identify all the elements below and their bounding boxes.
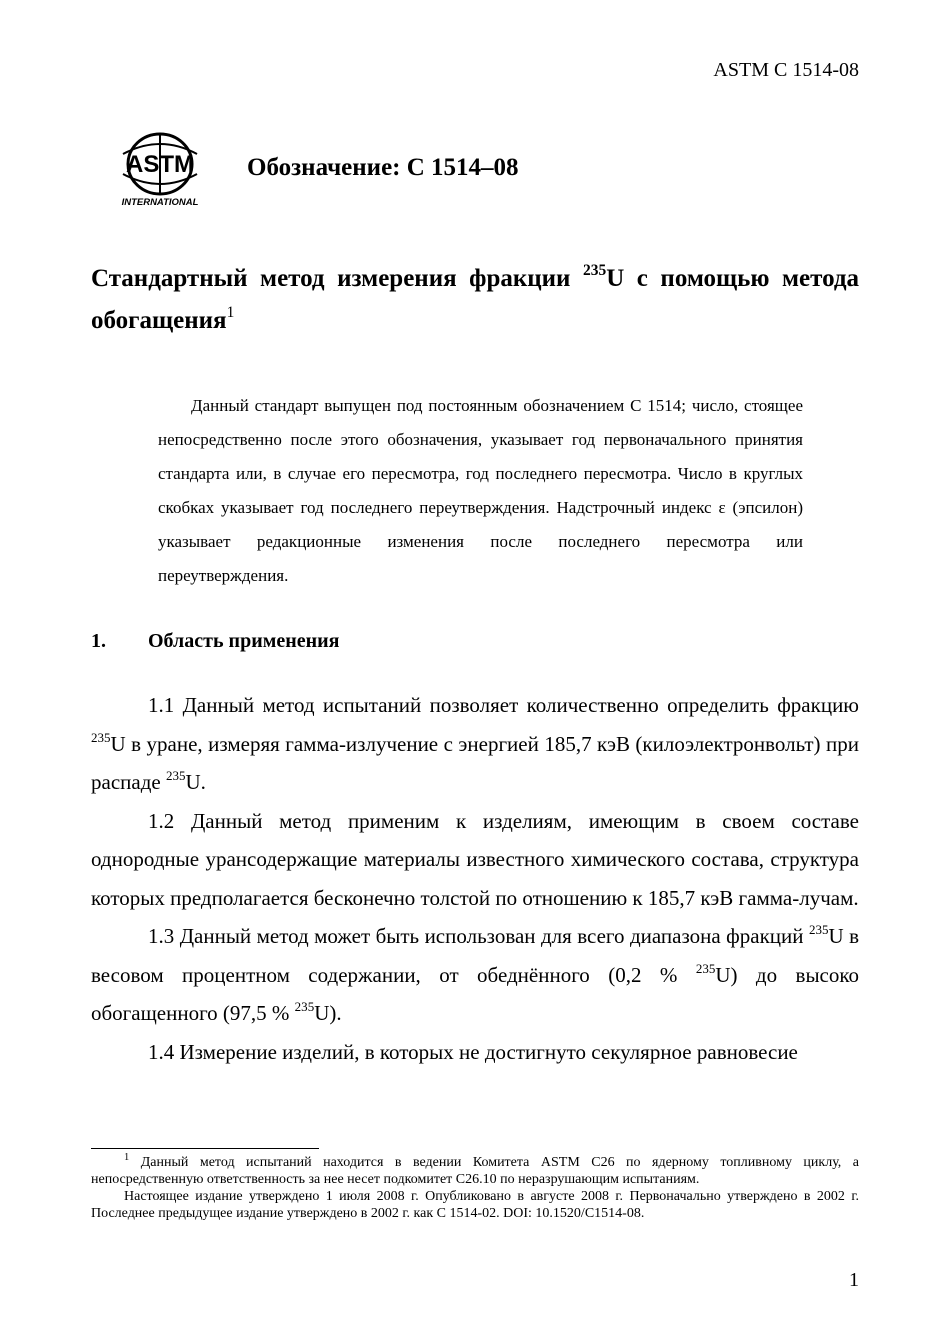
p1-3-text-a: 1.3 Данный метод может быть использован для всего диапазона фракций (148, 924, 809, 948)
isotope-sup: 235 (165, 767, 186, 783)
title-footnote-ref[interactable]: 1 (226, 304, 235, 322)
isotope-sup: 235 (808, 921, 829, 937)
document-title (91, 258, 859, 342)
title-part-1: Стандартный метод измерения фракции (91, 265, 583, 292)
isotope-sup: 235 (91, 729, 111, 745)
section-1-title: Область применения (148, 630, 340, 652)
paragraph-1-1 (91, 686, 859, 802)
paragraph-1-2: 1.2 Данный метод применим к изделиям, имеющим в своем составе однородные урансодержащие материалы известного химического состава, структура которых предполагается бесконечно толстой по отношению к 185,7 кэВ гамма-лучам. (91, 808, 859, 910)
section-1-number: 1. (91, 630, 106, 652)
footnotes (91, 1154, 859, 1222)
footnote-2: Настоящее издание утверждено 1 июля 2008 г. Опубликовано в августе 2008 г. Первоначально утверждено в 2002 г. Последнее предыдущее издание утверждено в 2002 г. как C 1514-02. DOI: 10.1520/C1514-08. (91, 1189, 859, 1221)
standard-notice: Данный стандарт выпущен под постоянным обозначением С 1514; число, стоящее непосредственно после этого обозначения, указывает год первоначального принятия стандарта или, в случае его пересмотра, год последнего пересмотра. Число в круглых скобках указывает год последнего переутверждения. Надстрочный индекс ε (эпсилон) указывает редакционные изменения после последнего пересмотра или переутверждения. (158, 396, 803, 585)
footnote-1 (91, 1154, 859, 1188)
paragraph-1-3 (91, 917, 859, 1033)
logo-label-text: INTERNATIONAL (121, 197, 199, 208)
astm-international-logo (117, 130, 203, 210)
p1-3-text-b: U в весовом процентном содержании, от обеднённого (0,2 % (91, 924, 859, 987)
paragraph-1-4: 1.4 Измерение изделий, в которых не достигнуто секулярное равновесие (148, 1039, 798, 1064)
footnote-1-mark: 1 (124, 1152, 130, 1164)
designation-heading: Обозначение: С 1514–08 (247, 154, 519, 181)
isotope-sup: 235 (294, 998, 315, 1014)
footnote-1-text: Данный метод испытаний находится в ведении Комитета ASTM C26 по ядерному топливному циклу, а непосредственную ответственность за нее несет подкомитет C26.10 по неразрушающим испытаниям. (91, 1155, 859, 1187)
p1-1-text-c: U. (185, 770, 206, 794)
header-standard-code: ASTM C 1514-08 (713, 59, 859, 81)
p1-3-text-d: U). (314, 1001, 342, 1025)
p1-1-text-b: U в уране, измеряя гамма-излучение с энергией 185,7 кэВ (килоэлектронвольт) при распаде (91, 731, 859, 794)
section-1-body (91, 686, 859, 1071)
p1-1-text-a: 1.1 Данный метод испытаний позволяет количественно определить фракцию (148, 693, 859, 717)
title-part-2: U с помощью метода обогащения (91, 265, 859, 334)
footnote-separator (91, 1148, 319, 1149)
page-number: 1 (849, 1269, 859, 1291)
isotope-sup: 235 (695, 960, 716, 976)
title-isotope-sup: 235 (582, 262, 607, 280)
section-1-heading (91, 630, 340, 653)
logo-mark-text: ASTM (126, 151, 194, 178)
p1-3-text-c: U) до высоко обогащенного (97,5 % (91, 962, 860, 1025)
